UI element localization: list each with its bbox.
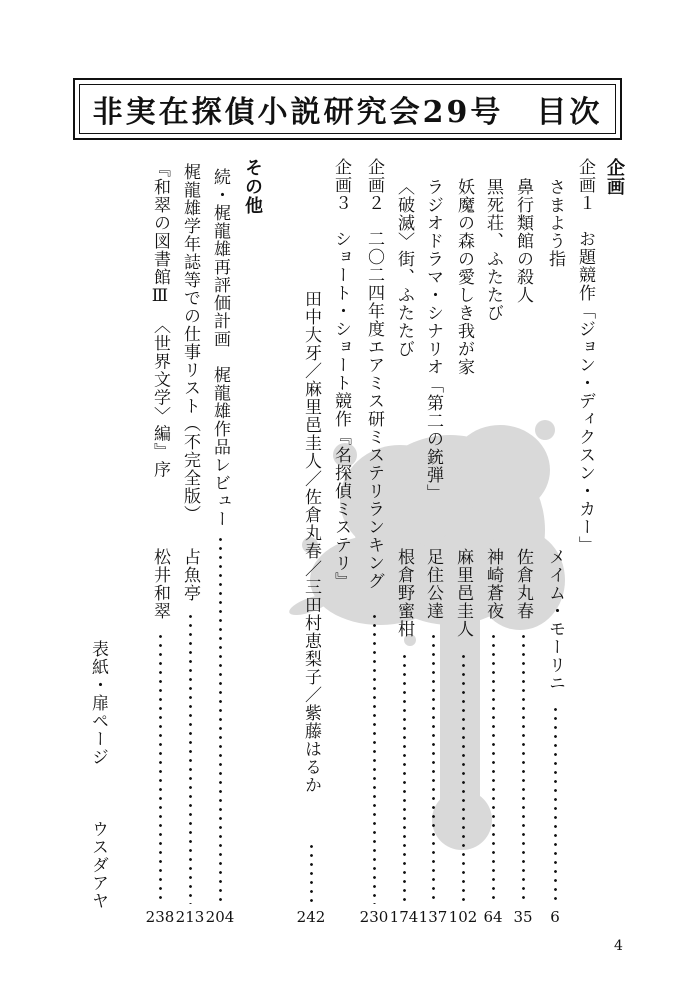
toc-entry-page: 137 [418,908,448,926]
leader-dots [159,632,162,904]
leader-dots [310,842,313,904]
page-number: 4 [614,938,623,954]
toc-entry-author: 神崎蒼夜 [483,548,503,620]
toc-entry-author: 根倉野蜜柑 [394,548,414,638]
toc-entry-title: 企画３ ショート・ショート競作『名探偵ミステリ』 [331,158,351,590]
toc-entry-title: 企画１ お題競作「ジョン・ディクスン・カー」 [575,158,595,554]
leader-dots [189,612,192,904]
toc-entry-title: 鼻行類館の殺人 [513,178,533,304]
toc-entry-title: 企画２ 二〇二四年度エアミス研ミステリランキング [364,158,384,590]
cover-credit-author: ウスダアヤ [88,820,108,910]
toc-entry-page: 6 [550,908,560,926]
toc-entry-page: 213 [175,908,205,926]
leader-dots [373,612,376,904]
title-box [73,78,622,140]
toc-entry-page: 102 [448,908,478,926]
toc-entry-author: 麻里邑圭人 [453,548,473,638]
toc-entry-author: 佐倉丸春 [513,548,533,620]
leader-dots [522,632,525,904]
toc-entry-page: 64 [483,908,503,926]
toc-entry-page: 35 [513,908,533,926]
toc-entry-title: 黒死荘、ふたたび [483,178,503,322]
toc-entry-page: 242 [296,908,326,926]
leader-dots [462,652,465,904]
leader-dots [219,535,222,904]
toc-entry-title: ラジオドラマ・シナリオ「第二の銃弾」 [423,178,443,502]
toc-entry-authors: 田中大牙／麻里邑圭人／佐倉丸春／三田村恵梨子／紫藤はるか [301,290,321,794]
toc-entry-author: 占魚亭 [180,548,200,602]
toc-entry-title: 続・梶龍雄再評価計画 梶龍雄作品レビュー [210,168,230,528]
toc-entry-title: 『和翠の図書館Ⅲ 〈世界文学〉編』序 [150,160,170,479]
toc-entry-page: 238 [145,908,175,926]
toc-entry-author: メイム・モーリニ [545,548,565,692]
toc-entry-title: 妖魔の森の愛しき我が家 [454,178,474,376]
leader-dots [432,632,435,904]
toc-entry-title: 〈破滅〉街、ふたたび [394,178,414,358]
page-title: 非実在探偵小説研究会29号 目次 [92,95,603,130]
toc-entry-page: 174 [389,908,419,926]
leader-dots [492,632,495,904]
toc-entry-title: 梶龍雄学年誌等での仕事リスト（不完全版） [180,163,200,523]
toc-entry-page: 230 [359,908,389,926]
section-heading-kikaku: 企画 [604,158,625,196]
cover-credit-label: 表紙・扉ページ [88,640,108,766]
toc-entry-author: 足住公達 [423,548,443,620]
toc-entry-title: さまよう指 [545,178,565,268]
toc-entry-author: 松井和翠 [150,548,170,620]
toc-entry-page: 204 [205,908,235,926]
section-heading-sonota: その他 [242,158,263,215]
leader-dots [403,652,406,904]
leader-dots [554,705,557,905]
